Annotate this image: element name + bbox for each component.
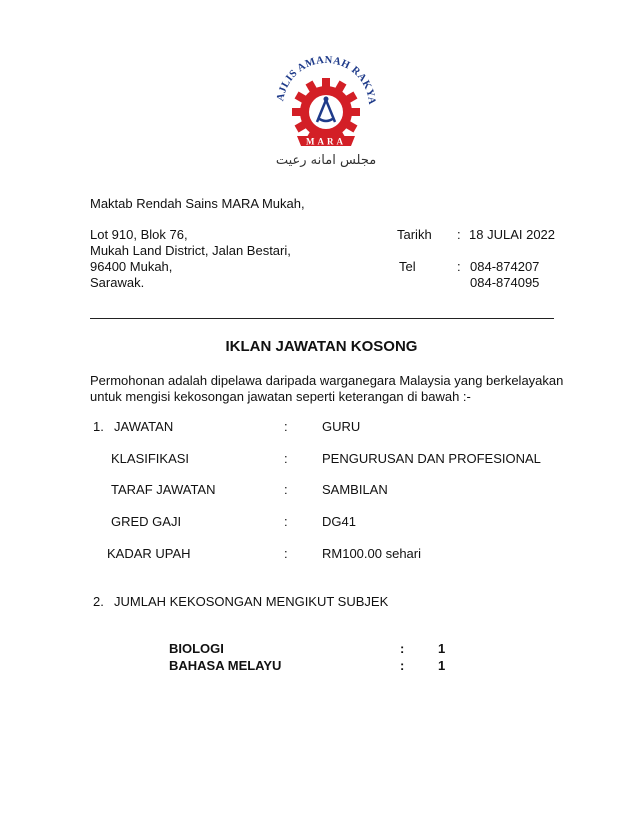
mara-logo-graphic xyxy=(263,52,389,178)
address-line-3: 96400 Mukah, xyxy=(90,259,173,274)
subject-sep-biologi: : xyxy=(400,641,405,656)
tel-label: Tel xyxy=(399,259,416,274)
address-line-1: Lot 910, Blok 76, xyxy=(90,227,188,242)
intro-line-1: Permohonan adalah dipelawa daripada warganegara Malaysia yang berkelayakan xyxy=(90,373,564,388)
field-label-taraf-jawatan: TARAF JAWATAN xyxy=(111,482,216,497)
field-sep-gred-gaji: : xyxy=(284,514,288,529)
logo-banner-text: MARA xyxy=(306,136,346,147)
field-sep-jawatan: : xyxy=(284,419,288,434)
subject-count-bahasa-melayu: 1 xyxy=(438,658,446,673)
logo-ring-text: AJLIS AMANAH RAKYA xyxy=(275,54,378,105)
date-sep: : xyxy=(457,227,461,242)
subject-name-biologi: BIOLOGI xyxy=(169,641,224,656)
mara-logo xyxy=(263,52,389,178)
field-sep-kadar-upah: : xyxy=(284,546,288,561)
field-sep-taraf-jawatan: : xyxy=(284,482,288,497)
field-value-gred-gaji: DG41 xyxy=(322,514,356,529)
intro-line-2: untuk mengisi kekosongan jawatan seperti keterangan di bawah :- xyxy=(90,389,471,404)
section-2-number: 2. xyxy=(93,594,104,609)
field-value-taraf-jawatan: SAMBILAN xyxy=(322,482,388,497)
field-label-klasifikasi: KLASIFIKASI xyxy=(111,451,190,466)
page-title: IKLAN JAWATAN KOSONG xyxy=(225,338,418,355)
field-value-jawatan: GURU xyxy=(322,419,361,434)
address-line-4: Sarawak. xyxy=(90,275,145,290)
section-1-number: 1. xyxy=(93,419,104,434)
tel-value-1: 084-874207 xyxy=(470,259,540,274)
field-label-jawatan: JAWATAN xyxy=(114,419,174,434)
field-value-klasifikasi: PENGURUSAN DAN PROFESIONAL xyxy=(322,451,541,466)
logo-script-text: مجلس امانه رعيت xyxy=(275,153,377,168)
header-divider xyxy=(90,318,554,319)
tel-sep: : xyxy=(457,259,461,274)
subject-count-biologi: 1 xyxy=(438,641,446,656)
subject-sep-bahasa-melayu: : xyxy=(400,658,405,673)
field-label-kadar-upah: KADAR UPAH xyxy=(107,546,191,561)
subject-name-bahasa-melayu: BAHASA MELAYU xyxy=(169,658,282,673)
field-label-gred-gaji: GRED GAJI xyxy=(111,514,182,529)
date-value: 18 JULAI 2022 xyxy=(469,227,556,242)
date-label: Tarikh xyxy=(397,227,432,242)
tel-value-2: 084-874095 xyxy=(470,275,540,290)
section-2-heading: JUMLAH KEKOSONGAN MENGIKUT SUBJEK xyxy=(114,594,389,609)
field-sep-klasifikasi: : xyxy=(284,451,288,466)
address-line-2: Mukah Land District, Jalan Bestari, xyxy=(90,243,291,258)
field-value-kadar-upah: RM100.00 sehari xyxy=(322,546,421,561)
college-name: Maktab Rendah Sains MARA Mukah, xyxy=(90,196,305,211)
